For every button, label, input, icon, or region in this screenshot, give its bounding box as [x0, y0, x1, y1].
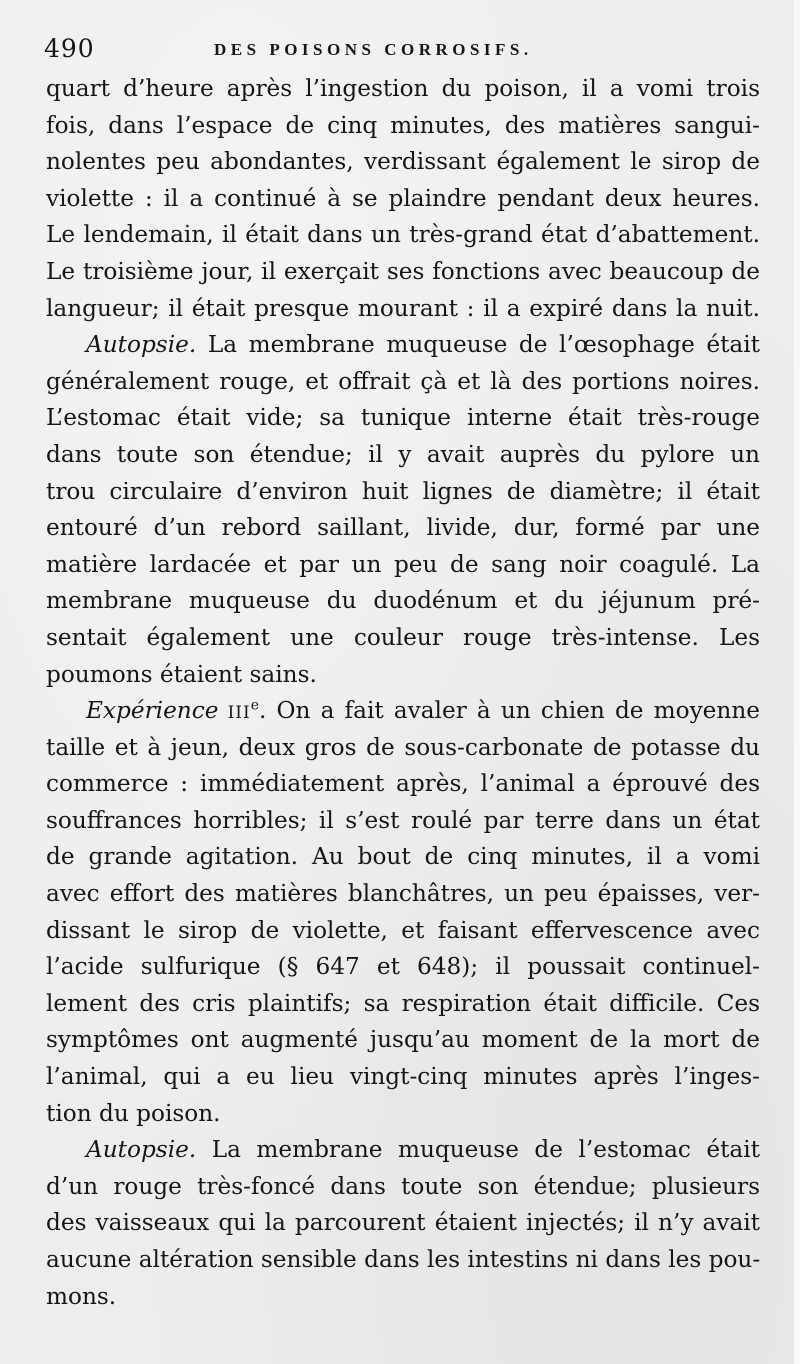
- text-line: trou circulaire d’environ huit lignes de diamètre; il était: [46, 477, 760, 505]
- text-line: L’estomac était vide; sa tunique interne était très-rouge: [46, 404, 760, 432]
- text-line: commerce : immédiatement après, l’animal a éprouvé des: [46, 770, 760, 798]
- text-line: dissant le sirop de violette, et faisant effervescence avec: [46, 916, 760, 944]
- page-header: [44, 30, 764, 70]
- page-number: 490: [44, 34, 95, 63]
- text-line: langueur; il était presque mourant : il a expiré dans la nuit.: [46, 294, 760, 322]
- paragraph-start-line: [46, 327, 760, 364]
- text-line: aucune altération sensible dans les intestins ni dans les pou-: [46, 1246, 761, 1273]
- paragraph-start-line: [46, 1132, 760, 1169]
- experiment-numeral: III: [218, 703, 251, 724]
- text-line: avec effort des matières blanchâtres, un peu épaisses, ver-: [46, 880, 760, 908]
- text-line-rest: . On a fait avaler à un chien de moyenne: [259, 697, 760, 725]
- text-line: violette : il a continué à se plaindre pendant deux heures.: [46, 184, 760, 212]
- text-line: fois, dans l’espace de cinq minutes, des matières sangui-: [46, 111, 760, 139]
- running-head: DES POISONS CORROSIFS.: [214, 40, 533, 59]
- text-line: membrane muqueuse du duodénum et du jéjunum pré-: [46, 587, 760, 615]
- body-text: [46, 71, 760, 1315]
- text-line: Le troisième jour, il exerçait ses fonctions avec beaucoup de: [46, 257, 760, 285]
- section-label-experience: Expérience: [86, 697, 219, 725]
- text-line: l’animal, qui a eu lieu vingt-cinq minutes après l’inges-: [46, 1063, 760, 1091]
- text-line-rest: La membrane muqueuse de l’estomac était: [196, 1136, 760, 1164]
- text-line: souffrances horribles; il s’est roulé par terre dans un état: [46, 806, 760, 834]
- text-line: symptômes ont augmenté jusqu’au moment de la mort de: [46, 1026, 760, 1054]
- text-line: tion du poison.: [46, 1099, 221, 1127]
- text-line: Le lendemain, il était dans un très-grand état d’abattement.: [46, 221, 760, 249]
- text-line: sentait également une couleur rouge très-intense. Les: [46, 623, 760, 651]
- text-line: entouré d’un rebord saillant, livide, dur, formé par une: [46, 514, 760, 542]
- text-line: des vaisseaux qui la parcourent étaient injectés; il n’y avait: [46, 1209, 760, 1237]
- text-line: l’acide sulfurique (§ 647 et 648); il poussait continuel-: [46, 953, 760, 981]
- text-line: nolentes peu abondantes, verdissant également le sirop de: [46, 148, 760, 176]
- text-line: lement des cris plaintifs; sa respiration était difficile. Ces: [46, 989, 760, 1017]
- experiment-superscript: e: [250, 697, 260, 714]
- text-line: taille et à jeun, deux gros de sous-carbonate de potasse du: [46, 733, 760, 761]
- text-line: d’un rouge très-foncé dans toute son étendue; plusieurs: [46, 1172, 760, 1200]
- text-line: généralement rouge, et offrait çà et là des portions noires.: [46, 367, 760, 395]
- paragraph-start-line: [46, 693, 760, 730]
- text-line: poumons étaient sains.: [46, 660, 317, 688]
- text-line: dans toute son étendue; il y avait auprès du pylore un: [46, 440, 760, 468]
- text-line: quart d’heure après l’ingestion du poison, il a vomi trois: [46, 75, 760, 102]
- text-line: mons.: [46, 1282, 117, 1310]
- text-line: matière lardacée et par un peu de sang noir coagulé. La: [46, 550, 760, 578]
- text-line: de grande agitation. Au bout de cinq minutes, il a vomi: [46, 843, 760, 871]
- section-label-autopsie: Autopsie.: [86, 1136, 197, 1164]
- section-label-autopsie: Autopsie.: [86, 331, 197, 359]
- text-line-rest: La membrane muqueuse de l’œsophage était: [196, 331, 760, 359]
